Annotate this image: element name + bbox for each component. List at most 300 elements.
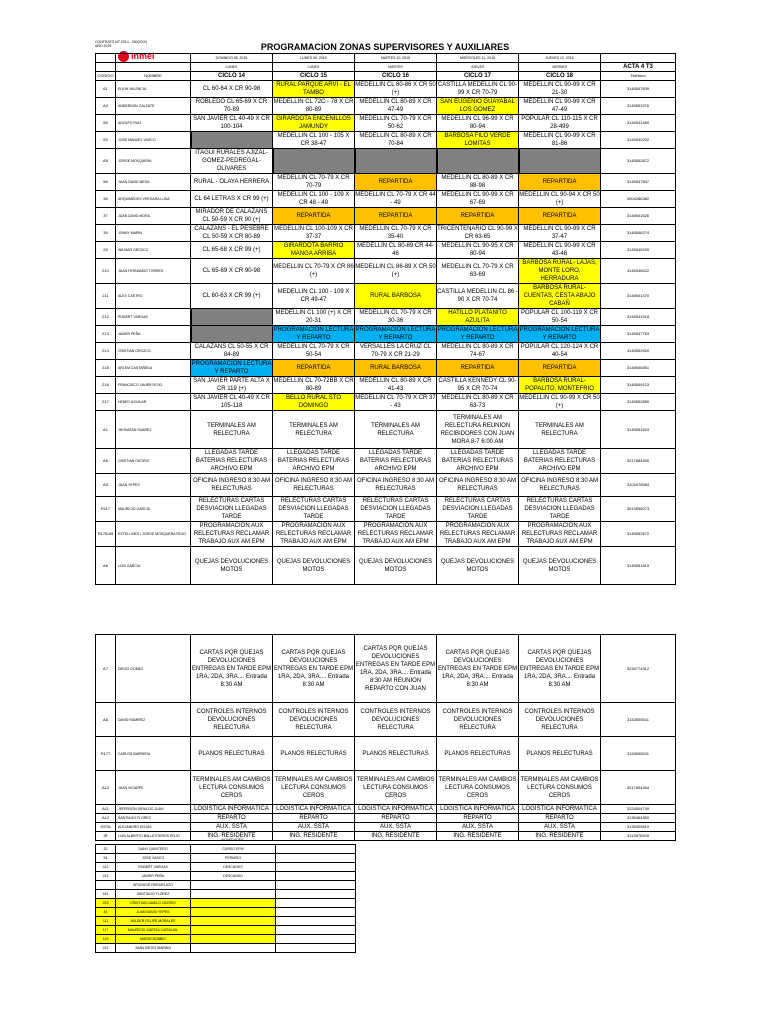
zone-cell: CASTILLA MEDELLIN CL 86 - 90 X CR 70-74 [437,284,519,309]
row-code: A11 [96,805,116,814]
novedad-code: 117 [96,926,116,935]
novedad-extra [276,917,356,926]
zone-cell: PLANOS RELECTURAS [191,737,273,771]
zone-cell: OFICINA INGRESO 8:30 AM RELECTURAS [273,474,355,497]
zone-cell: MEDELLIN CL 72C - 78 X CR 80-89 [273,99,354,113]
zone-cell: OFICINA INGRESO 8:30 AM RELECTURAS [437,474,519,497]
row-name: JUAN FERNANDO TORRES [116,259,191,284]
zone-cell: RELECTURAS CARTAS DESVIACION LLEGADAS TARDE [519,497,601,522]
table-row [96,771,676,805]
table-row [96,191,676,208]
row-code: 25 [96,242,116,259]
zone-cell: MEDELLIN CL 100 - 109 X CR 48 - 49 [273,191,355,208]
row-code: A8 [96,703,116,737]
zone-cell: CL 64 LETRAS X CR 99 (+) [191,191,273,208]
zone-cell: RELECTURAS CARTAS DESVIACION LLEGADAS TARDE [273,497,355,522]
zone-cell: OFICINA INGRESO 8:30 AM RELECTURAS [519,474,601,497]
zone-cell: MEDELLIN CL 70-79 X CR 44 - 49 [355,192,436,206]
zone-cell: CONTROLES INTERNOS DEVOLUCIONES RELECTURA [273,703,355,737]
novedad-code: 111 [96,917,116,926]
row-code: 55 [96,132,116,149]
zone-cell: RURAL - OLAYA HERRERA [191,174,273,191]
table-row [96,394,676,411]
zone-cell: TERMINALES AM RELECTURA [273,411,355,449]
zone-cell: MEDELLIN CL 70-79 X CR 37 - 43 [355,395,436,409]
zone-cell: POPULAR CL 120-124 X CR 40-54 [519,343,601,360]
header-day: VIERNES [519,63,601,72]
header-blank [116,54,191,63]
zone-cell: PLANOS RELECTURAS [355,737,437,771]
header-day: JUEVES [437,63,519,72]
zone-cell: REPARTIDA [273,360,355,377]
header-day: MARTES [355,63,437,72]
zone-cell: CARTAS PQR QUEJAS DEVOLUCIONES ENTREGAS EN TARDE EPM 1RA, 2DA, 3RA.... Entrada 8:30 AM [519,635,601,703]
novedad-status: CURSO EPM [191,845,276,854]
zone-cell: CASTILLA KENNEDY CL 90-95 X CR 70-74 [438,378,517,392]
zone-cell: RELECTURAS CARTAS DESVIACION LLEGADAS TARDE [437,497,519,522]
novedad-row [96,854,356,863]
row-name: CRISTIAN OSORIO [116,449,191,474]
novedad-row [96,944,356,953]
zone-cell: CONTROLES INTERNOS DEVOLUCIONES RELECTURA [437,703,519,737]
row-code: 37 [96,208,116,225]
header-day: LUNES [273,63,355,72]
row-code: 214 [96,343,116,360]
zone-cell: PROGRAMACION LECTURA Y REPARTO [273,327,354,341]
zone-cell [437,149,519,174]
zone-cell: MEDELLIN CL 90-99 X CR 21-30 [519,81,601,98]
novedad-code: 212 [96,863,116,872]
row-name: JUAN VICARPE [116,771,191,805]
novedad-row [96,881,356,890]
zone-cell: QUEJAS DEVOLUCIONES MOTOS [437,547,519,585]
row-code: A6 [96,547,116,585]
novedad-status [191,890,276,899]
header-acta: ACTA 4 T3 [601,63,676,72]
staff-table [95,634,676,841]
row-name: JHONATAN SUAREZ [116,411,191,449]
novedad-extra [276,854,356,863]
zone-cell: CARTAS PQR QUEJAS DEVOLUCIONES ENTREGAS EN TARDE EPM 1RA, 2DA, 3RA.... Entrada 8:30 AM REUNION REPARTO CON JUAN [355,635,437,703]
header-ciclo: CICLO 17 [437,72,519,81]
row-code: 61 [96,81,116,98]
table-row [96,98,676,115]
zone-cell: OFICINA INGRESO 8:30 AM RELECTURAS [191,474,273,497]
novedad-name: JOSE VASCO [116,854,191,863]
row-phone: 3145541518 [601,309,676,326]
header-date: LUNES 09, 2015 [273,54,355,63]
row-phone: 3004286382 [601,191,676,208]
novedad-row [96,845,356,854]
zone-cell: MEDELLIN CL 70-72BB X CR 80-89 [273,378,354,392]
zone-cell: MEDELLIN CL 100 - 105 X CR 38-47 [273,132,355,149]
zone-cell: MEDELLIN CL 80-89 X CR 74-67 [437,343,519,360]
row-phone: 3135464350 [601,814,676,823]
row-name: DIEGO GOMEZ [116,635,191,703]
zone-cell: CARTAS PQR QUEJAS DEVOLUCIONES ENTREGAS EN TARDE EPM 1RA, 2DA, 3RA.... Entrada 8:30 AM [437,635,519,703]
novedad-extra [276,872,356,881]
row-code: 210 [96,259,116,284]
year-label: AÑO 2015 [95,44,112,48]
zone-cell: LLEGADAS TARDE BATERIAS RELECTURAS ARCHIVO EPM [191,449,273,474]
contract-label: CONTRATO NT 2014 - 000(XXX) [95,40,147,44]
header-nombre: NOMBRE [116,72,191,81]
row-phone: 3152655011 [601,703,676,737]
row-code: A4 [96,98,116,115]
zone-cell: MEDELLIN CL 80-89 CR 44-46 [355,242,437,259]
row-code: 217 [96,394,116,411]
zone-cell: CONTROLES INTERNOS DEVOLUCIONES RELECTURA [519,703,601,737]
zone-cell: LOGÍSTICA INFORMÁTICA [273,805,355,814]
table-row [96,449,676,474]
novedad-row [96,926,356,935]
zone-cell: MEDELLIN CL 70-79 X CR 70-79 [273,174,355,191]
row-code: SSTA [96,823,116,832]
zone-cell [355,149,437,174]
novedad-row [96,899,356,908]
novedad-extra [276,908,356,917]
row-phone: 3145546522 [601,259,676,284]
row-code: R177 [96,737,116,771]
novedad-name: JUAN DAVID YEPES [116,908,191,917]
zone-cell: MEDELLIN CL 90-99 X CR 47-49 [519,98,601,115]
header-date: DOMINGO 08, 2015 [191,54,273,63]
zone-cell: QUEJAS DEVOLUCIONES MOTOS [519,547,601,585]
zone-cell: REPARTO [437,814,519,823]
novedad-name: JAVIER PEÑA [116,872,191,881]
row-phone: 3145552890 [601,394,676,411]
zone-cell: RURAL BARBOSA [355,360,437,377]
novedad-name: ROBERT VARGAS [116,863,191,872]
zone-cell: PROGRAMACION AUX RELECTURAS RECLAMAR TRABAJO AUX AM EPM [355,522,437,547]
zone-cell: SAN EUGENIO GUAYABAL LOS GOMEZ [437,98,519,115]
zone-cell: MEDELLIN CL 80-89 X CR 47-49 [355,98,437,115]
row-name: CARLOS BARRERA [116,737,191,771]
zone-cell: OFICINA INGRESO 8:30 AM RELECTURAS [355,474,437,497]
zone-cell: REPARTO [519,814,601,823]
zone-cell: MEDELLIN CL 80-89 X CR 63-73 [437,394,519,411]
row-phone: 3145547763 [601,326,676,343]
zone-cell: REPARTIDA [519,208,601,225]
zone-cell: MEDELLIN CL 86-89 X CR 50 (+) [355,259,437,284]
zone-cell: RURAL BARBOSA [355,284,437,309]
table-row [96,360,676,377]
zone-cell: PROGRAMACION LECTURA Y REPARTO [437,327,518,341]
table-row [96,522,676,547]
row-code: R117 [96,497,116,522]
header-ciclo-row [96,72,676,81]
row-phone: 3234774312 [601,635,676,703]
zone-cell: RELECTURAS CARTAS DESVIACION LLEGADAS TARDE [355,497,437,522]
zone-cell: PROGRAMACION LECTURA Y REPARTO [191,361,272,375]
zone-cell: MIRADOR DE CALAZANS CL 50-59 X CR 90 (+) [191,208,273,225]
zone-cell: POPULAR CL 110-115 X CR 28-499 [519,115,601,132]
header-date: MARTES 10, 2015 [355,54,437,63]
zone-cell: MEDELLIN CL 90-94 X CR 50 (+) [519,192,600,206]
row-name: ALEX CASTRO [116,284,191,309]
row-name: ARLEM CASTAÑEDA [116,360,191,377]
zone-cell: PROGRAMACION AUX RELECTURAS RECLAMAR TRABAJO AUX AM EPM [519,522,601,547]
row-phone: 3013555073 [601,497,676,522]
table-row [96,377,676,394]
zone-cell: GIRARDOTA ENCENILLOS JAMUNDY [273,115,355,132]
row-phone: 3145552672 [601,149,676,174]
row-name: JAVIER PEÑA [116,326,191,343]
table-row [96,737,676,771]
novedad-extra [276,845,356,854]
novedad-status: PERMISO [191,854,276,863]
zone-cell: PROGRAMACION LECTURA Y REPARTO [519,327,600,341]
header-day: LUNES [191,63,273,72]
table-row [96,259,676,284]
zone-cell: POPULAR CL 100-119 X CR 50-54 [519,309,601,326]
row-phone: 3145547839 [601,81,676,98]
zone-cell: MEDELLIN CL 70-79 X CR 86 (+) [273,259,355,284]
zone-cell: MEDELLIN CL 100 (+) X CR 20-31 [273,309,355,326]
zone-cell: MEDELLIN CL 80-89 X CR 88-98 [437,174,519,191]
zone-cell: TERMINALES AM CAMBIOS LECTURA CONSUMOS CEROS [273,771,355,805]
zone-cell: REPARTIDA [519,174,601,191]
zone-cell: VERSALLES LA CRUZ CL 70-79 X CR 21-29 [355,343,437,360]
zone-cell: BARBOSA RURAL- LAJAS, MONTE LORO, HERRADURA [519,259,601,284]
zone-cell: LOGÍSTICA INFORMÁTICA [519,805,601,814]
novedad-name: CRISTIAN CAMILO OSORIO [116,899,191,908]
novedad-status: DESCANSO [191,872,276,881]
header-ciclo: CICLO 15 [273,72,355,81]
zone-cell: TERMINALES AM RELECTURA [191,411,273,449]
row-code: R175/A5 [96,522,116,547]
zone-cell [191,326,273,343]
row-phone: 3145541470 [601,284,676,309]
novedad-extra [276,890,356,899]
table-row [96,474,676,497]
zone-cell: SAN JAVIER CL 40-49 X CR 105-118 [191,394,273,411]
header-ciclo: CICLO 14 [191,72,273,81]
zone-cell: ITAGUI RURALES AJIZAL-GOMEZ-PEDREGAL-OLIVARES [191,149,273,174]
zone-cell: BARBOSA RURAL- CUENTAS, CESTA ABAJO CABAÑ [519,284,601,309]
row-phone: 3224504749 [601,805,676,814]
table-row [96,635,676,703]
novedad-status [191,935,276,944]
zone-cell: AUX. SSTA [191,823,273,832]
novedad-extra [276,926,356,935]
header-telefono: Teléfono [601,72,676,81]
row-name: HENRY AGUILAR [116,394,191,411]
row-phone: 3145547847 [601,174,676,191]
row-name: MAURICIO GARCIA [116,497,191,522]
zone-cell: ING. RESIDENTE [355,832,437,841]
novedad-name: JUAN DIEGO MARINO [116,944,191,953]
zone-cell: PROGRAMACION LECTURA Y REPARTO [355,327,436,341]
zone-cell: LOGÍSTICA INFORMÁTICA [437,805,519,814]
table-row [96,132,676,149]
novedad-status [191,917,276,926]
row-phone: 3145552672 [601,522,676,547]
zone-cell: PLANOS RELECTURAS [273,737,355,771]
row-name: ADOLFO RUIZ [116,115,191,132]
zone-cell: MEDELLIN CL 90-99 X CR 50 (+) [519,395,600,409]
zone-cell: REPARTIDA [437,360,519,377]
row-code: 56 [96,174,116,191]
novedad-name: MAURICIO GARCÍA CARVAJAL [116,926,191,935]
novedad-extra [276,944,356,953]
row-phone: 3152655011 [601,737,676,771]
row-code: A5 [96,149,116,174]
schedule-table [95,53,676,585]
novedad-name: SPONSOR REEMPLAZO [116,881,191,890]
zone-cell: LLEGADAS TARDE BATERIAS RELECTURAS ARCHIVO EPM [273,449,355,474]
row-phone: 3145540202 [601,132,676,149]
novedad-code: 54 [96,854,116,863]
zone-cell: ROBLEDO CL 65-69 X CR 70-89 [191,98,273,115]
page-title: PROGRAMACION ZONAS SUPERVISORES Y AUXILIARES [260,42,510,52]
novedad-row [96,917,356,926]
zone-cell: CASTILLA MEDELLIN CL 90-99 X CR 70-79 [437,82,518,96]
novedad-name: MARIO BOBBIO [116,935,191,944]
header-date: JUEVES 12, 2015 [519,54,601,63]
novedad-row [96,872,356,881]
zone-cell: MEDELLIN CL 100 - 109 X CR 49-47 [273,284,355,309]
row-phone: 3104478984 [601,474,676,497]
row-name: ESTELLINES / JORGE MOSQUERA ROJO [116,522,191,547]
zone-cell: REPARTIDA [355,208,437,225]
zone-cell: ING. RESIDENTE [519,832,601,841]
row-code: 215 [96,360,116,377]
table-row [96,326,676,343]
row-code: A6 [96,449,116,474]
header-ciclo: CICLO 18 [519,72,601,81]
header-blank [116,63,191,72]
zone-cell: PROGRAMACION AUX RELECTURAS RECLAMAR TRABAJO AUX AM EPM [273,522,355,547]
novedad-row [96,863,356,872]
row-name: LUIS ALBERTO BALLESTEROS ROJO [116,832,191,841]
novedad-name: WILDER FELIPE MORALES [116,917,191,926]
row-name: JONNY MARIN [116,225,191,242]
zone-cell: QUEJAS DEVOLUCIONES MOTOS [273,547,355,585]
zone-cell: TERMINALES AM CAMBIOS LECTURA CONSUMOS CEROS [191,771,273,805]
zone-cell: PROGRAMACION AUX RELECTURAS RECLAMAR TRABAJO AUX AM EPM [437,522,519,547]
table-row [96,208,676,225]
table-row [96,814,676,823]
novedad-row [96,908,356,917]
zone-cell: AUX. SSTA [437,823,519,832]
table-row [96,81,676,98]
zone-cell: MEDELLIN CL 90-99 X CR 43-46 [519,242,601,259]
row-code: 212 [96,309,116,326]
row-name: JOSE MANUEL VASCO [116,132,191,149]
header-blank [96,63,116,72]
zone-cell: LLEGADAS TARDE BATERIAS RELECTURAS ARCHIVO EPM [437,449,519,474]
zone-cell [273,149,355,174]
zone-cell: MEDELLIN CL 90-99 X CR 81-86 [519,132,601,149]
row-name: CRISTIAN OROZCO [116,343,191,360]
novedad-extra [276,881,356,890]
zone-cell: PROGRAMACION AUX RELECTURAS RECLAMAR TRABAJO AUX AM EPM [191,522,273,547]
row-code: IR [96,832,116,841]
novedad-code [96,881,116,890]
zone-cell: AUX. SSTA [355,823,437,832]
row-phone: 3145553376 [601,98,676,115]
zone-cell: PLANOS RELECTURAS [437,737,519,771]
novedades-title: NOVEDADES [221,838,244,842]
novedad-status [191,899,276,908]
row-phone: 3145545295 [601,242,676,259]
novedad-row [96,935,356,944]
zone-cell: BARBOSA FILO VERDE LOMITAS [437,132,519,149]
zone-cell: REPARTIDA [437,208,519,225]
zone-cell: REPARTIDA [273,208,355,225]
zone-cell [519,149,601,174]
table-row [96,309,676,326]
row-name: SANTIAGO FLOREZ [116,814,191,823]
table-row [96,823,676,832]
novedad-extra [276,899,356,908]
row-phone: 3145549123 [601,377,676,394]
header-codigo: CODIGO [96,72,116,81]
table-row [96,225,676,242]
row-phone: 3113576309 [601,832,676,841]
zone-cell: MEDELLIN CL 100-109 X CR 37-37 [274,226,353,240]
novedad-code: 223 [96,899,116,908]
row-code: A10 [96,771,116,805]
row-name: JORGE MOSQUERA [116,149,191,174]
zone-cell: BELLO RURAL STO DOMINGO [273,394,355,411]
row-phone: 3145541460 [601,115,676,132]
zone-cell: SAN JAVIER CL 40-49 X CR 100-104 [191,115,273,132]
row-phone: 3217654394 [601,771,676,805]
zone-cell: MEDELLIN CL 70-79 X CR 50-62 [355,115,437,132]
zone-cell: AUX. SSTA [519,823,601,832]
row-code: A7 [96,635,116,703]
novedad-code: 32 [96,845,116,854]
zone-cell: TERMINALES AM RELECTURA [519,411,601,449]
row-name: ARQUIMEDES VERGARA LUNA [116,191,191,208]
row-phone: 3145546551 [601,360,676,377]
row-code: A12 [96,814,116,823]
zone-cell: REPARTO [191,814,273,823]
zone-cell: ING. RESIDENTE [437,832,519,841]
row-code: 59 [96,115,116,132]
row-phone: 3217684490 [601,449,676,474]
zone-cell: CL 65-69 X CR 90-98 [191,259,273,284]
zone-cell: RURAL PARQUE ARVI - EL TAMBO [273,81,355,98]
zone-cell: REPARTIDA [519,360,601,377]
zone-cell: MEDELLIN CL 90-99 X CR 37-47 [519,225,601,242]
table-row [96,547,676,585]
row-code: 39 [96,225,116,242]
zone-cell: MEDELLIN CL 96-99 X CR 80-94 [437,115,519,132]
zone-cell: MEDELLIN CL 90-95 X CR 80-94 [437,242,519,259]
row-name: ALEJANDRO ROJAS [116,823,191,832]
row-name: ANDERSON CALZATE [116,98,191,115]
zone-cell: PLANOS RELECTURAS [519,737,601,771]
row-name: WILMAR OROZCO [116,242,191,259]
row-phone: 3145551615 [601,547,676,585]
row-name: JUAN DAVID MORA [116,208,191,225]
novedad-row [96,890,356,899]
zone-cell: MEDELLIN CL 70-79 X CR 50-54 [273,343,355,360]
zone-cell: BARBOSA RURAL-POPALITO, MONTEFRIO [519,377,601,394]
zone-cell: LLEGADAS TARDE BATERIAS RELECTURAS ARCHIVO EPM [355,449,437,474]
zone-cell: QUEJAS DEVOLUCIONES MOTOS [355,547,437,585]
header-ciclo: CICLO 16 [355,72,437,81]
row-name: JUAN DAVID MESA [116,174,191,191]
zone-cell: LLEGADAS TARDE BATERIAS RELECTURAS ARCHIVO EPM [519,449,601,474]
zone-cell: TRICENTENARIO CL 90-99 X CR 63-65 [437,226,518,240]
zone-cell: HATILLO PLATANITO AZULITA [437,309,519,326]
row-name: ELKIN VALENCIA [116,81,191,98]
novedad-status [191,944,276,953]
